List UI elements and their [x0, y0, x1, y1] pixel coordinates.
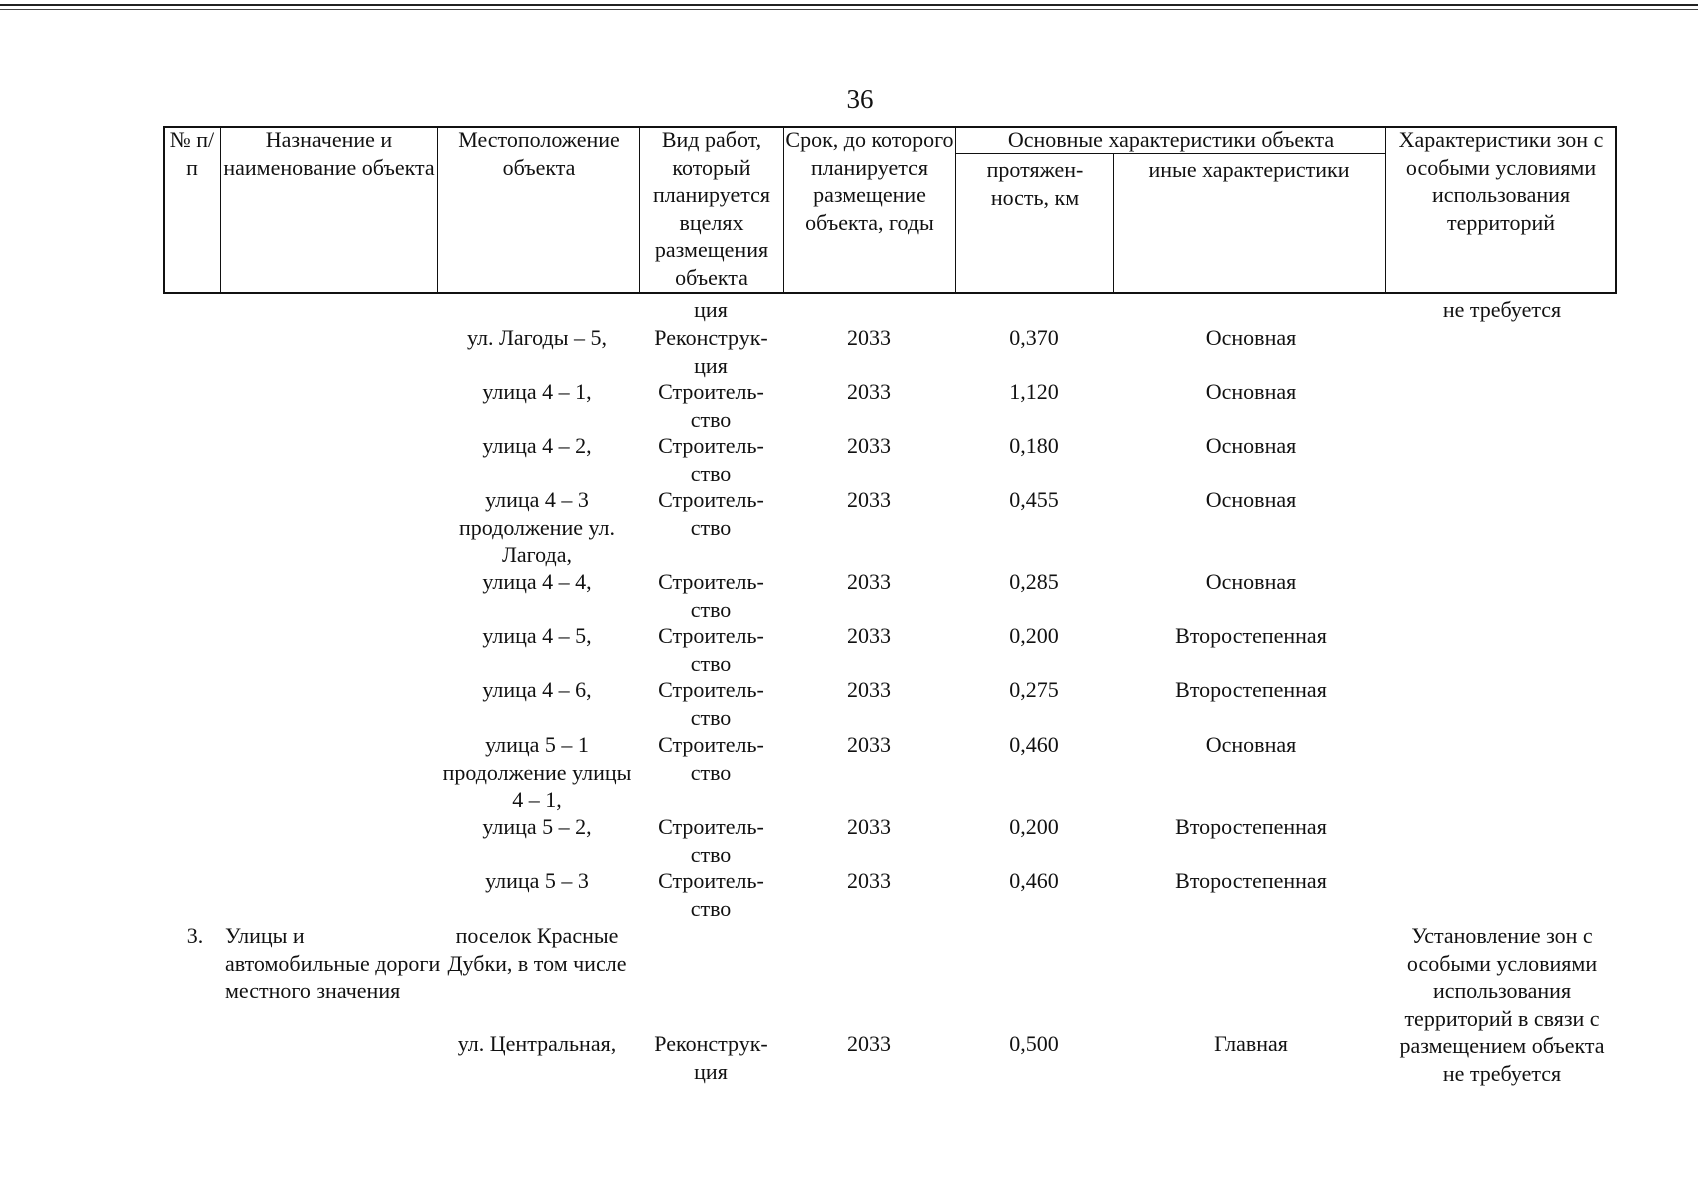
row-year: 2033 — [847, 1031, 891, 1056]
row-year: 2033 — [847, 814, 891, 839]
row-location: улица 4 – 1, — [482, 379, 592, 404]
section-number: 3. — [186, 923, 204, 948]
top-rule — [0, 4, 1698, 6]
row-category: Основная — [1205, 379, 1297, 404]
row-length: 0,460 — [1009, 732, 1059, 757]
row-work-type: Строитель-ство — [658, 623, 764, 676]
row-location: улица 4 – 3 продолжение ул. Лагода, — [458, 487, 616, 567]
row-location: улица 4 – 4, — [482, 569, 592, 594]
header-divider — [437, 126, 438, 294]
row-length: 0,180 — [1009, 433, 1059, 458]
row-location: ул. Центральная, — [457, 1031, 617, 1056]
page-number: 36 — [846, 84, 874, 114]
section-location: поселок Красные Дубки, в том числе — [447, 923, 627, 976]
row-location: улица 5 – 3 — [485, 868, 589, 893]
row-length: 0,455 — [1009, 487, 1059, 512]
row-length: 0,275 — [1009, 677, 1059, 702]
row-category: Второстепенная — [1175, 868, 1327, 893]
row-work-type: Строитель-ство — [658, 569, 764, 622]
header-divider — [1385, 126, 1386, 294]
header-number: № п/п — [169, 127, 215, 180]
row-category: Основная — [1205, 433, 1297, 458]
row-year: 2033 — [847, 379, 891, 404]
row-category: Второстепенная — [1175, 677, 1327, 702]
row-year: 2033 — [847, 732, 891, 757]
zone-carryover: не требуется — [1442, 297, 1562, 322]
row-work-type: Строитель-ство — [658, 814, 764, 867]
row-work-type: Строитель-ство — [658, 487, 764, 540]
row-length: 0,200 — [1009, 623, 1059, 648]
row-category: Основная — [1205, 569, 1297, 594]
row-category: Основная — [1205, 487, 1297, 512]
row-length: 0,370 — [1009, 325, 1059, 350]
row-category: Главная — [1214, 1031, 1288, 1056]
header-term: Срок, до которого планируется размещение объекта, годы — [785, 127, 954, 235]
table-header — [163, 126, 1617, 294]
row-year: 2033 — [847, 433, 891, 458]
row-year: 2033 — [847, 868, 891, 893]
header-divider — [783, 126, 784, 294]
work-type-carryover: ция — [694, 297, 728, 322]
section-name: Улицы и автомобильные дороги местного значения — [225, 923, 441, 1003]
header-main-characteristics: Основные характеристики объекта — [1007, 127, 1335, 152]
header-zone: Характеристики зон с особыми условиями использования территорий — [1398, 127, 1604, 235]
header-length: протяжен-ность, км — [986, 157, 1084, 210]
row-year: 2033 — [847, 487, 891, 512]
row-category: Основная — [1205, 325, 1297, 350]
row-work-type: Строитель-ство — [658, 379, 764, 432]
row-length: 0,500 — [1009, 1031, 1059, 1056]
row-location: ул. Лагоды – 5, — [466, 325, 607, 350]
row-work-type: Строитель-ство — [658, 433, 764, 486]
header-work-type: Вид работ, который планируется вцелях размещения объекта — [652, 127, 770, 290]
header-location: Местоположение объекта — [458, 127, 620, 180]
row-category: Второстепенная — [1175, 623, 1327, 648]
row-length: 0,285 — [1009, 569, 1059, 594]
row-location: улица 4 – 2, — [482, 433, 592, 458]
header-name: Назначение и наименование объекта — [223, 127, 435, 180]
row-length: 1,120 — [1009, 379, 1059, 404]
section-zone: Установление зон с особыми условиями использования территорий в связи с размещением объекта не требуется — [1399, 923, 1605, 1086]
row-work-type: Строитель-ство — [658, 732, 764, 785]
row-year: 2033 — [847, 623, 891, 648]
top-rule-thin — [0, 9, 1698, 10]
header-other: иные характеристики — [1148, 157, 1350, 182]
row-length: 0,200 — [1009, 814, 1059, 839]
header-divider — [955, 126, 956, 294]
row-work-type: Реконструк-ция — [654, 325, 768, 378]
row-location: улица 4 – 5, — [482, 623, 592, 648]
row-category: Второстепенная — [1175, 814, 1327, 839]
header-divider — [639, 126, 640, 294]
row-year: 2033 — [847, 677, 891, 702]
row-work-type: Строитель-ство — [658, 868, 764, 921]
row-location: улица 5 – 2, — [482, 814, 592, 839]
row-location: улица 4 – 6, — [482, 677, 592, 702]
header-divider — [220, 126, 221, 294]
row-year: 2033 — [847, 325, 891, 350]
row-category: Основная — [1205, 732, 1297, 757]
row-location: улица 5 – 1 продолжение улицы 4 – 1, — [442, 732, 632, 812]
header-divider — [1113, 153, 1114, 294]
row-length: 0,460 — [1009, 868, 1059, 893]
row-work-type: Строитель-ство — [658, 677, 764, 730]
row-work-type: Реконструк-ция — [654, 1031, 768, 1084]
row-year: 2033 — [847, 569, 891, 594]
